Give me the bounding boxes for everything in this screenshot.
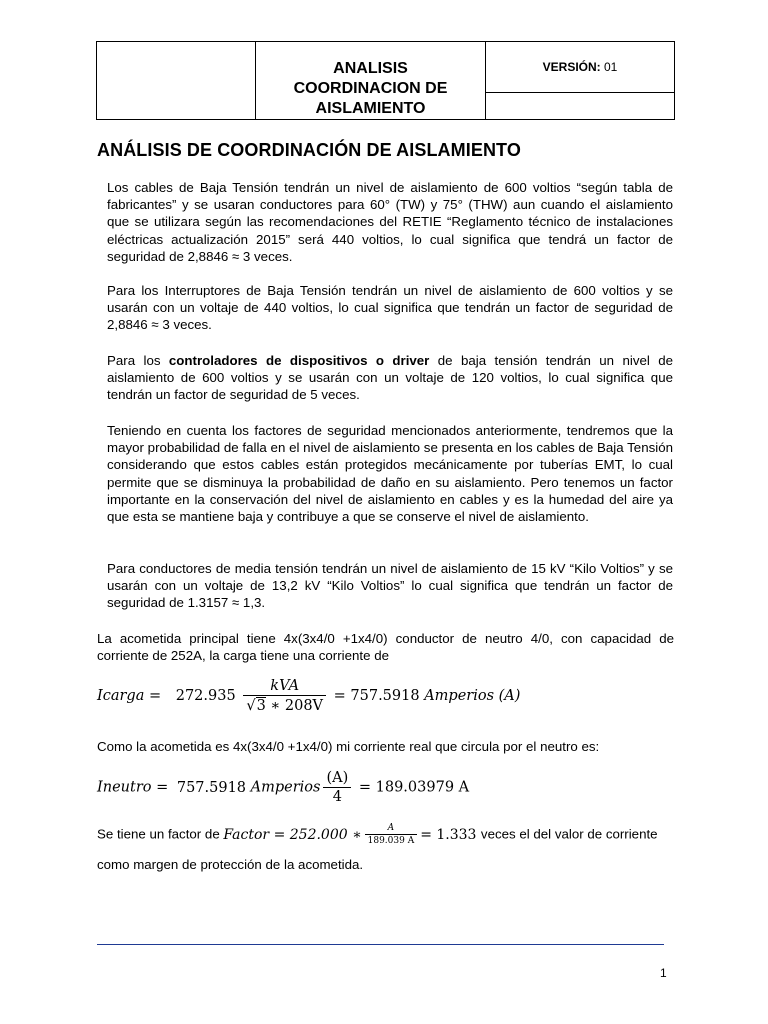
paragraph-acometida: La acometida principal tiene 4x(3x4/0 +1x4/0) conductor de neutro 4/0, con capacidad de corriente de 252A, la carga tiene una corriente de	[97, 631, 674, 664]
equation-factor: Factor = 252.000 ∗ $\frac{A}{189.039 A}$ = 1.333	[223, 823, 477, 846]
title-cell	[256, 42, 486, 119]
paragraph-media-tension: Para conductores de media tensión tendrán un nivel de aislamiento de 15 kV “Kilo Voltios” y se usarán con un voltaje de 13,2 kV “Kilo Voltios” lo cual significa que tendrán un factor de seguridad de 1.3157 ≈ 1,3.	[107, 561, 673, 611]
page-number: 1	[660, 966, 667, 980]
logo-cell	[97, 42, 256, 119]
paragraph-neutro: Como la acometida es 4x(3x4/0 +1x4/0) mi corriente real que circula por el neutro es:	[97, 739, 600, 754]
equation-icarga: Icarga = 272.935 $\frac{\text{kVA}}{√3 ∗ 208V}$ = 757.5918 Amperios (A)	[97, 678, 521, 714]
paragraph-interruptores: Para los Interruptores de Baja Tensión tendrán un nivel de aislamiento de 600 voltios y se usarán con un voltaje de 440 voltios, lo cual significa que tendrán un factor de seguridad de 2,8846 ≈ 3 veces.	[107, 283, 673, 333]
footer-divider	[97, 944, 664, 945]
fraction: $\frac{(A)}{4}$	[323, 770, 351, 805]
header-table	[96, 41, 675, 120]
paragraph-factores: Teniendo en cuenta los factores de seguridad mencionados anteriormente, tendremos que la mayor probabilidad de falla en el nivel de aislamiento se presenta en los cables de Baja Tensión considerando que estos cables están protegidos mecánicamente por tuberías EMT, lo cual permite que se disminuya la probabilidad de daño en su aislamiento. Pero tenemos un factor importante en la conservación del nivel de aislamiento en cables y es la humedad del aire ya que esta se mantiene baja y contribuye a que se conserve el nivel de aislamiento.	[107, 423, 673, 525]
section-heading: ANÁLISIS DE COORDINACIÓN DE AISLAMIENTO	[97, 140, 521, 160]
version-cell	[486, 42, 674, 93]
version-value: 01	[604, 60, 618, 74]
version-label: VERSIÓN:	[542, 60, 601, 74]
equation-ineutro: Ineutro = 757.5918 Amperios $\frac{(A)}{4}$ = 189.03979 A	[97, 770, 470, 805]
bold-term: controladores de dispositivos o driver	[168, 353, 430, 368]
fraction: $\frac{A}{189.039 A}$	[365, 823, 418, 846]
fraction: $\frac{\text{kVA}}{√3 ∗ 208V}$	[243, 678, 326, 714]
document-title: ANALISIS COORDINACION DE AISLAMIENTO	[293, 59, 448, 117]
paragraph-controladores: Para los controladores de dispositivos o driver de baja tensión tendrán un nivel de aislamiento de 600 voltios y se usarán con un voltaje de 120 voltios, lo cual significa que tendrán un factor de seguridad de 5 veces.	[107, 353, 674, 403]
empty-cell	[486, 93, 674, 119]
paragraph-margen: como margen de protección de la acometida.	[97, 857, 364, 872]
paragraph-factor: Se tiene un factor de Factor = 252.000 ∗ $\frac{A}{189.039 A}$ = 1.333 veces el del valor de corriente	[97, 823, 658, 846]
paragraph-cables-bt: Los cables de Baja Tensión tendrán un nivel de aislamiento de 600 voltios “según tabla de fabricantes” y se usaran conductores para 60° (TW) y 75° (THW) aun cuando el aislamiento que se utilizara según las recomendaciones del RETIE “Reglamento técnico de instalaciones eléctricas actualización 2015” será 440 voltios, lo cual significa que tendrá un factor de seguridad de 2,8846 ≈ 3 veces.	[107, 180, 673, 264]
